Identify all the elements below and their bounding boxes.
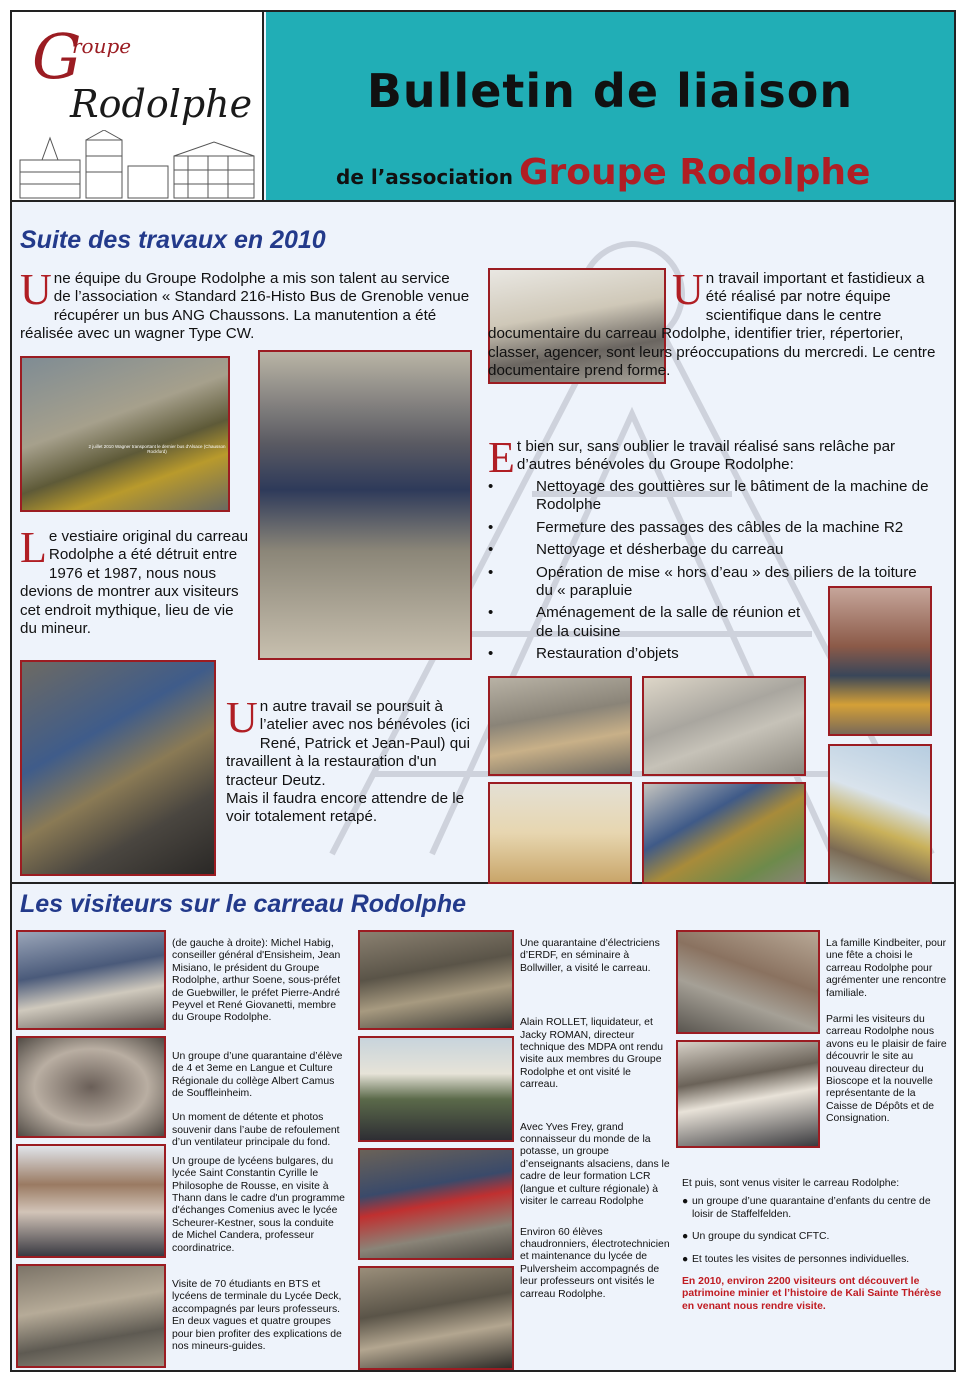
list-item: • Fermeture des passages des câbles de la machine R2 xyxy=(488,518,904,536)
bulletin-subtitle xyxy=(336,152,870,193)
visitor-total-note: En 2010, environ 2200 visiteurs ont découvert le patrimoine minier et l’histoire de Kali Sainte Thérèse en venant nous rendre visite. xyxy=(682,1276,942,1312)
paragraph-text: ne équipe du Groupe Rodolphe a mis son talent au service de l’association « Standard 216-Histo Bus de Grenoble venue récupérer un bus ANG Chaussons. La manutention a été réalisée avec un wagner Type CW. xyxy=(20,270,470,343)
drop-cap: U xyxy=(20,265,52,314)
paragraph-text: e vestiaire original du carreau Rodolphe a été détruit entre 1976 et 1987, nous nous devions de montrer aux visiteurs cet endroit mythique, lieu de vie du mineur. xyxy=(20,528,249,638)
photo-caption: 2 juillet 2010 Wagner transportant le dernier bus d'Alsace (Chausson Rockford) xyxy=(88,444,226,454)
title-banner xyxy=(266,12,954,200)
photo-tracteur xyxy=(20,660,216,876)
photo-mdpa xyxy=(358,1036,514,1142)
caption: La famille Kindbeiter, pour une fête a choisi le carreau Rodolphe pour agrémenter une rencontre familiale. xyxy=(826,938,947,999)
section-title: Les visiteurs sur le carreau Rodolphe xyxy=(20,890,466,918)
caption: Avec Yves Frey, grand connaisseur du monde de la potasse, un groupe d’enseignants alsaciens, dans le cadre de leur formation LCR (langue et culture régionale) à visiter le carreau Rodolphe xyxy=(520,1121,670,1208)
caption: Visite de 70 étudiants en BTS et lycéens de terminale du Lycée Deck, accompagnés par leurs professeurs. En deux vagues et quatre groupes pour bien profiter des explications de nos mineurs-guides. xyxy=(172,1278,342,1352)
paragraph-text: n autre travail se poursuit à l’atelier avec nos bénévoles (ici René, Patrick et Jean-Paul) qui travaillent à la restauration d'un tracteur Deutz. xyxy=(226,698,470,789)
section-travaux xyxy=(12,204,954,884)
list-item: ● un groupe d’une quarantaine d’enfants du centre de loisir de Staffelfelden. xyxy=(682,1196,931,1220)
col1-text xyxy=(172,938,348,1365)
section-title: Suite des travaux en 2010 xyxy=(20,226,326,254)
photo-piliers xyxy=(828,586,932,736)
caption: Une quarantaine d’électriciens d’ERDF, en séminaire à Bollwiller, a visité le carreau. xyxy=(520,938,660,974)
list-item: • Nettoyage et désherbage du carreau xyxy=(488,541,784,559)
photo-objets xyxy=(642,676,806,776)
subtitle-name: Groupe Rodolphe xyxy=(518,152,871,193)
photo-vestiaire xyxy=(258,350,472,660)
list-item: • Nettoyage des gouttières sur le bâtiment de la machine de Rodolphe xyxy=(488,478,929,514)
caption: Alain ROLLET, liquidateur, et Jacky ROMAN, directeur technique des MDPA ont rendu visite aux membres du Groupe Rodolphe et ont visité le carreau. xyxy=(520,1017,664,1091)
section-visiteurs xyxy=(12,886,954,1372)
list-item: ● Un groupe du syndicat CFTC. xyxy=(682,1231,830,1243)
drop-cap: U xyxy=(226,693,258,742)
col3-text xyxy=(826,938,948,1138)
logo-name: Rodolphe xyxy=(70,82,253,126)
photo-famille xyxy=(676,930,820,1034)
drop-cap: U xyxy=(672,265,704,314)
photo-restauration xyxy=(642,782,806,884)
list-item: • Opération de mise « hors d’eau » des piliers de la toiture du « parapluie xyxy=(488,563,917,600)
paragraph-documentaire xyxy=(488,265,948,380)
caption: Parmi les visiteurs du carreau Rodolphe nous avons eu le plaisir de faire découvrir le site au nouveau directeur du Bioscope et la nouvelle représentante de la Caisse de Dépôts et de Consignation. xyxy=(826,1014,947,1125)
paragraph-text: t bien sur, sans oublier le travail réalisé sans relâche par d’autres bénévoles du Groupe Rodolphe: xyxy=(516,438,896,474)
list-item: • Aménagement de la salle de réunion et de la cuisine xyxy=(488,604,801,640)
paragraph-text: n travail important et fastidieux a été réalisé par notre équipe scientifique dans le centre documentaire du carreau Rodolphe, identifier trier, répertorier, classer, agencer, sont leurs préoccupations du mercredi. Le centre documentaire prend forme. xyxy=(488,270,936,380)
photo-bioscope xyxy=(676,1040,820,1148)
photo-cuisine xyxy=(488,782,632,884)
photo-salle-reunion xyxy=(488,676,632,776)
list-item: • Restauration d’objets xyxy=(488,645,679,663)
visitors-list xyxy=(682,1196,944,1266)
drop-cap: E xyxy=(488,433,515,482)
caption: Un groupe de lycéens bulgares, du lycée Saint Constantin Cyrille le Philosophe de Rousse, en visite à Thann dans le cadre d'un programme d'échanges Comenius avec le lycée Scheurer-Kestner, sous la conduite de Michel Candera, professeur coordinatrice. xyxy=(172,1155,345,1254)
mine-sketch-icon xyxy=(12,130,262,200)
caption: (de gauche à droite): Michel Habig, conseiller général d'Ensisheim, Jean Misiano, le président du Groupe Rodolphe, arthur Soene, sous-préfet de Guebwiller, le préfet Pierre-André Peyvel et René Giovanetti, membre du Groupe Rodolphe. xyxy=(172,938,341,1024)
drop-cap: L xyxy=(20,523,47,572)
caption: Un moment de détente et photos souvenir dans l’aube de refoulement d’un ventilateur principale du fond. xyxy=(172,1112,340,1149)
photo-prefet xyxy=(16,930,166,1030)
photo-enseignants xyxy=(358,1148,514,1260)
caption: Un groupe d’une quarantaine d’élève de 4 et 3eme en Langue et Culture Régionale du collège Albert Camus de Souffleinheim. xyxy=(172,1050,343,1100)
paragraph-bus xyxy=(20,265,470,344)
col3-list xyxy=(682,1178,944,1325)
photo-erdf xyxy=(358,930,514,1030)
photo-college xyxy=(16,1036,166,1138)
col2-text xyxy=(520,938,670,1313)
paragraph-text-2: Mais il faudra encore attendre de le voir totalement retapé. xyxy=(226,790,465,826)
list-item: ● Et toutes les visites de personnes individuelles. xyxy=(682,1253,910,1265)
subtitle-prefix: de l’association xyxy=(336,165,513,189)
caption: Environ 60 élèves chaudronniers, électrotechnicien et maintenance du lycée de Pulversheim accompagnés de leur professeurs ont visités le carreau Rodolphe. xyxy=(520,1226,670,1300)
logo-groupe: roupe xyxy=(72,34,132,58)
header xyxy=(12,12,954,202)
photo-chaudronniers xyxy=(358,1266,514,1370)
photo-nacelle xyxy=(828,744,932,884)
bulletin-title: Bulletin de liaison xyxy=(366,64,854,118)
photo-lyceens-bulgares xyxy=(16,1144,166,1258)
list-intro: Et puis, sont venus visiter le carreau Rodolphe: xyxy=(682,1178,900,1189)
logo xyxy=(12,12,264,200)
photo-wagner-bus xyxy=(20,356,230,512)
bulletin-page xyxy=(10,10,956,1372)
paragraph-benevoles xyxy=(488,433,948,482)
paragraph-atelier xyxy=(226,693,478,827)
photo-lycee-deck xyxy=(16,1264,166,1368)
logo-letter: G xyxy=(32,20,82,93)
paragraph-vestiaire xyxy=(20,523,252,638)
